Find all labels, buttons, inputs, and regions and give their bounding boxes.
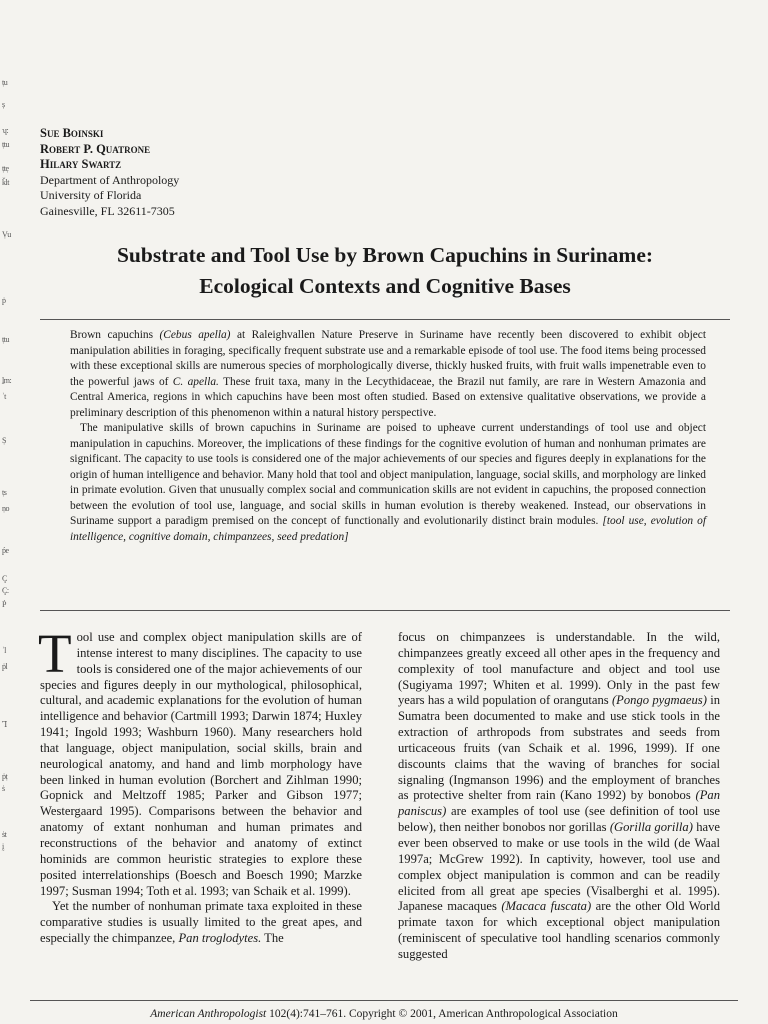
margin-mark: ḭ — [2, 842, 4, 851]
margin-mark: ṭtu — [2, 140, 9, 149]
page-footer — [0, 1008, 768, 1020]
margin-mark: Ṿu — [2, 230, 11, 239]
margin-mark: ș — [2, 100, 5, 109]
margin-mark: Ç — [2, 574, 7, 583]
margin-mark: Ç: — [2, 586, 9, 595]
divider-top — [40, 319, 730, 320]
affiliation-line: Department of Anthropology — [40, 172, 180, 187]
margin-mark: ṭtẹ — [2, 164, 9, 173]
margin-mark: Ṣ — [2, 436, 6, 445]
margin-mark: ṭu — [2, 78, 8, 87]
margin-mark: ʾl — [2, 646, 6, 655]
margin-mark: ṗṭ — [2, 772, 8, 781]
author-name: Robert P. Quatrone — [40, 141, 151, 156]
abstract-paragraph: Brown capuchins (Cebus apella) at Raleighvallen Nature Preserve in Suriname have recently been discovered to exhibit object manipulation abilities in foraging, specifically frequent substrate use and a remarkable episode of tool use. The food items being processed with these exceptional skills are numerous species of morphologically diverse, thickly husked fruits, with fruit walls impenetrable even to the powerful jaws of C. apella. These fruit taxa, many in the Lecythidaceae, the Brazil nut family, are rare in Western Amazonia and Central America, regions in which capuchins have been most often studied. Based on extensive qualitative observations, we provide a preliminary description of this phenomenon within a natural history perspective. — [70, 329, 707, 419]
margin-mark: Ꞁ — [2, 720, 7, 729]
margin-mark: ḻm: — [2, 376, 12, 385]
affiliation-line: University of Florida — [40, 188, 142, 202]
body-paragraph: Tool use and complex object manipulation skills are of intense interest to many disciplines. The capacity to use tools is considered one of the major achievements of our species and figures deeply in our mythological, philosophical, cultural, and academic explanations for the evolution of human intelligence and behavior (Cartmill 1993; Darwin 1874; Huxley 1941; Ingold 1993; Washburn 1960). Many researchers hold that language, object manipulation, social skills, brain and neurological anatomy, and hand and limb morphology have been linked in human evolution (Borchert and Zihlman 1990; Gopnick and Meltzoff 1985; Parker and Gibson 1977; Westergaard 1995). Comparisons between the behavior and anatomy of extant nonhuman and human primates and reconstructions of the behavior and anatomy of extinct hominids are common heuristic strategies to explore these posited interrelationships (Boesch and Boesch 1990; Marzke 1997; Susman 1994; Toth et al. 1993; van Schaik et al. 1999). — [38, 623, 362, 898]
body-column-right — [398, 630, 720, 963]
margin-mark: ṕe — [2, 546, 9, 555]
divider-bottom — [40, 610, 730, 611]
affiliation-line: Gainesville, FL 32611-7305 — [40, 203, 175, 218]
title-line: Substrate and Tool Use by Brown Capuchins in Suriname: — [116, 243, 654, 267]
margin-mark: ǩlt — [2, 178, 9, 187]
margin-mark: ʾt — [2, 392, 6, 401]
body-column-left — [38, 623, 362, 947]
margin-mark: ṗl — [2, 662, 8, 671]
margin-mark: ṡt — [2, 830, 7, 839]
title-line: Ecological Contexts and Cognitive Bases — [199, 274, 571, 298]
paper-title — [40, 240, 730, 302]
margin-mark: ʮ: — [2, 126, 9, 135]
author-name: Hilary Swartz — [40, 157, 122, 171]
margin-annotations — [0, 60, 18, 920]
footer-rule — [30, 1000, 738, 1001]
margin-mark: ṭtu — [2, 335, 9, 344]
journal-name: American Anthropologist — [150, 1008, 267, 1020]
body-paragraph: focus on chimpanzees is understandable. In the wild, chimpanzees greatly exceed all other apes in the frequency and complexity of tool manufacture and object and tool use (Sugiyama 1997; Whiten et al. 1999). Only in the past few years has a wild population of orangutans (Pongo pygmaeus) in Sumatra been documented to make and use stick tools in the extraction of arthropods from substrates and seeds from urticaceous fruits (van Schaik et al. 1996, 1999). If one discounts claims that the waving of branches for social signaling (Ingmanson 1996) and the employment of branches as protective shelter from rain (Kano 1992) by bonobos (Pan paniscus) are examples of tool use (see definition of tool use below), then neither bonobos nor gorillas (Gorilla gorilla) have ever been observed to make or use tools in the wild (de Waal 1997a; McGrew 1992). In captivity, however, tool use and complex object manipulation is common and can be readily elicited from all great ape species (Visalberghi et al. 1995). Japanese macaques (Macaca fuscata) are the other Old World primate taxon for which exceptional object manipulation (reminiscent of speculative tool handling scenarios commonly suggested — [398, 630, 720, 961]
margin-mark: Ṗ — [2, 600, 6, 609]
margin-mark: ṭs — [2, 488, 7, 497]
author-block — [40, 126, 179, 219]
margin-mark: ṡ — [2, 784, 5, 793]
author-name: Sue Boinski — [40, 126, 104, 140]
abstract — [70, 328, 706, 545]
margin-mark: ṇo — [2, 504, 9, 513]
drop-cap: T — [38, 623, 72, 684]
abstract-paragraph: The manipulative skills of brown capuchins in Suriname are poised to upheave current understandings of tool use and object manipulation in capuchins. Moreover, the implications of these findings for the cognitive evolution of human and nonhuman primates are significant. The capacity to use tools is considered one of the major achievements of our species and figures deeply in explanations for the origin of human intelligence and behavior. Many hold that tool and object manipulation, language, social skills, and morphology are linked in primate evolution. Given that unusually complex social and communication skills are not evident in capuchins, the proposed connection between the evolution of tool use, language, and social skills in human evolution is thereby weakened. Instead, our observations in Suriname support a paradigm premised on the concept of functionally and evolutionarily distinct brain modules. [tool use, evolution of intelligence, cognitive domain, chimpanzees, seed predation] — [70, 422, 706, 543]
body-paragraph: Yet the number of nonhuman primate taxa exploited in these comparative studies is usually limited to the great apes, and especially the chimpanzee, Pan troglodytes. The — [40, 899, 362, 946]
citation-text: 102(4):741–761. Copyright © 2001, American Anthropological Association — [266, 1008, 618, 1020]
margin-mark: ṗ — [2, 296, 6, 305]
